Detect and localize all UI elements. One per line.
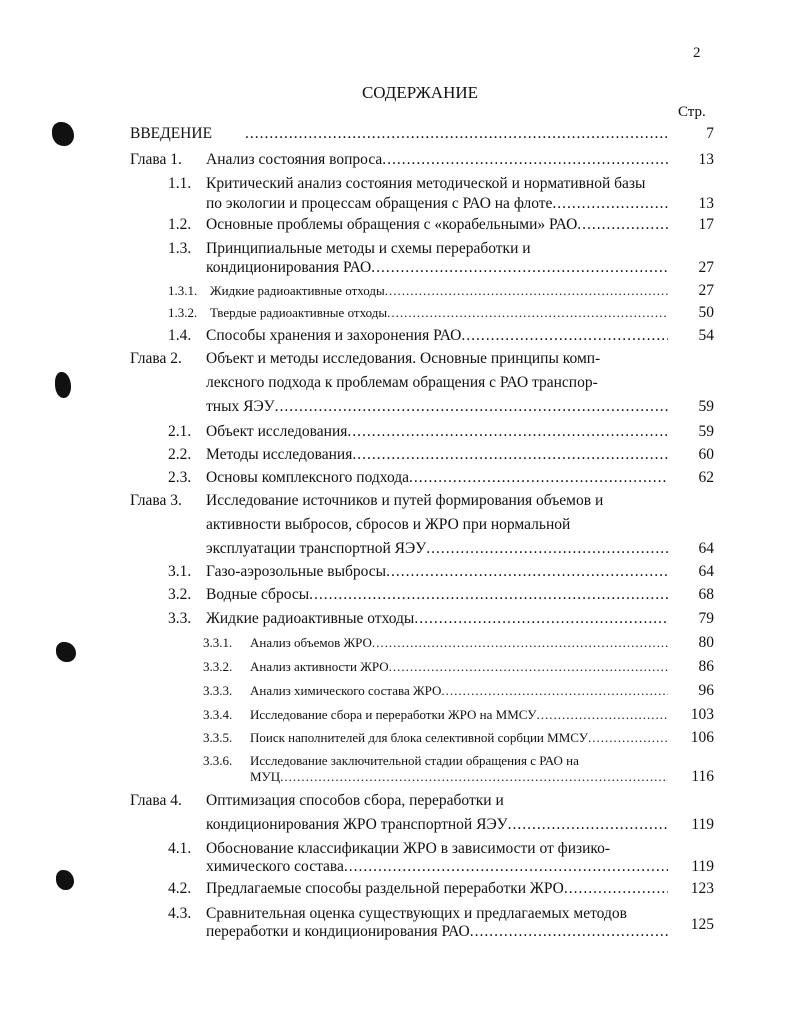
toc-page-number: 13 (698, 195, 714, 212)
dot-leader (352, 446, 668, 464)
toc-page-number: 64 (698, 540, 714, 557)
toc-entry-text: тных ЯЭУ (206, 398, 275, 415)
toc-entry-text-container (206, 923, 668, 941)
toc-entry-text: лексного подхода к проблемам обращения с РАО транспор- (206, 374, 598, 391)
toc-page-number: 62 (698, 469, 714, 486)
toc-entry-text: Принципиальные методы и схемы переработки и (206, 240, 531, 257)
toc-page-number: 106 (690, 729, 714, 746)
toc-page-number: 80 (698, 634, 714, 651)
toc-entry-text: Анализ состояния вопроса (206, 151, 383, 168)
page-number: 2 (693, 45, 701, 61)
toc-entry-text-container (206, 840, 610, 858)
page-title: СОДЕРЖАНИЕ (361, 83, 479, 102)
toc-entry-number: Глава 1. (130, 151, 182, 168)
scan-blot (56, 870, 74, 890)
toc-entry-text-container (250, 768, 668, 786)
toc-entry-text: Основные проблемы обращения с «корабельными» РАО (206, 216, 578, 233)
toc-entry-number: Глава 4. (130, 792, 182, 809)
dot-leader (441, 682, 668, 700)
toc-entry-number: 4.3. (168, 905, 192, 922)
toc-entry-text: Основы комплексного подхода (206, 469, 410, 486)
toc-entry-text: Исследование заключительной стадии обращения с РАО на (250, 753, 579, 768)
toc-entry-text: по экологии и процессам обращения с РАО на флоте (206, 195, 553, 212)
toc-page-number: 123 (690, 880, 714, 897)
toc-entry-text-container (206, 398, 668, 416)
dot-leader (309, 586, 668, 604)
toc-page-number: 103 (690, 706, 714, 723)
toc-entry-text: МУЦ (250, 769, 281, 784)
toc-entry-number: 2.1. (168, 423, 192, 440)
toc-page-number: 50 (698, 304, 714, 321)
toc-entry-text: активности выбросов, сбросов и ЖРО при нормальной (206, 516, 571, 533)
toc-page-number: 54 (698, 327, 714, 344)
toc-entry-number: 3.3.3. (203, 683, 233, 698)
toc-entry-text-container (206, 195, 668, 213)
toc-entry-text-container (206, 563, 668, 581)
dot-leader (508, 816, 668, 834)
toc-entry-text: Предлагаемые способы раздельной переработки ЖРО (206, 880, 564, 897)
toc-entry-text-container (250, 658, 668, 676)
toc-entry-text: Исследование сбора и переработки ЖРО на ММСУ (250, 707, 537, 722)
toc-page-number: 64 (698, 563, 714, 580)
toc-entry-text: кондиционирования ЖРО транспортной ЯЭУ (206, 816, 508, 833)
toc-entry-text-container (206, 446, 668, 464)
toc-page-number: 96 (698, 682, 714, 699)
toc-entry-text: химического состава (206, 858, 344, 875)
toc-entry-text: Оптимизация способов сбора, переработки и (206, 792, 504, 809)
scan-blot (55, 372, 71, 398)
toc-entry-number: 3.3.5. (203, 730, 233, 745)
dot-leader (344, 858, 668, 876)
toc-entry-text-container (210, 304, 668, 322)
dot-leader (461, 327, 668, 345)
toc-page-number: 79 (698, 610, 714, 627)
toc-entry-text-container (250, 634, 668, 652)
toc-entry-text: Исследование источников и путей формирования объемов и (206, 492, 604, 509)
toc-entry-text: Поиск наполнителей для блока селективной сорбции ММСУ (250, 730, 588, 745)
dot-leader (414, 610, 668, 628)
dot-leader (385, 282, 668, 300)
dot-leader (372, 634, 668, 652)
toc-entry-text: переработки и кондиционирования РАО (206, 923, 470, 940)
toc-entry-text: Обоснование классификации ЖРО в зависимости от физико- (206, 840, 611, 857)
toc-page-number: 119 (691, 816, 714, 833)
toc-entry-text: Методы исследования (206, 446, 353, 463)
scan-blot (52, 122, 74, 146)
toc-entry-text-container (245, 125, 668, 143)
dot-leader (371, 259, 668, 277)
toc-entry-number: 2.2. (168, 446, 192, 463)
dot-leader (389, 658, 668, 676)
toc-entry-text: Жидкие радиоактивные отходы (210, 283, 385, 298)
dot-leader (426, 540, 668, 558)
toc-entry-text-container (206, 516, 570, 534)
toc-entry-number: 1.3.2. (168, 305, 198, 320)
dot-leader (552, 195, 668, 213)
toc-entry-number: 3.3.4. (203, 707, 233, 722)
dot-leader (387, 304, 668, 322)
dot-leader (470, 923, 668, 941)
toc-entry-number: Глава 2. (130, 350, 182, 367)
toc-entry-number: 4.2. (168, 880, 192, 897)
toc-entry-text-container (206, 905, 627, 923)
toc-entry-text-container (206, 175, 645, 193)
toc-page-number: 125 (690, 916, 714, 933)
toc-entry-number: 3.3.2. (203, 659, 233, 674)
toc-entry-number: Глава 3. (130, 492, 182, 509)
toc-entry-text-container (206, 792, 504, 810)
toc-entry-text: Объект исследования (206, 423, 348, 440)
toc-entry-text-container (206, 151, 668, 169)
toc-page-number: 119 (691, 858, 714, 875)
toc-entry-text-container (206, 610, 668, 628)
dot-leader (386, 563, 668, 581)
toc-entry-text: Объект и методы исследования. Основные принципы комп- (206, 350, 601, 367)
toc-entry-number: 4.1. (168, 840, 192, 857)
dot-leader (347, 423, 668, 441)
toc-entry-text-container (206, 492, 603, 510)
toc-entry-text: Водные сбросы (206, 586, 310, 603)
toc-entry-number: 1.4. (168, 327, 192, 344)
toc-entry-number: 3.3.1. (203, 635, 233, 650)
toc-entry-number: 2.3. (168, 469, 192, 486)
dot-leader (275, 398, 668, 416)
scan-blot (56, 642, 76, 662)
toc-entry-text-container (206, 216, 668, 234)
toc-entry-number: 3.2. (168, 586, 192, 603)
toc-entry-text-container (206, 586, 668, 604)
dot-leader (577, 216, 668, 234)
toc-entry-text-container (206, 259, 668, 277)
toc-entry-text-container (250, 729, 668, 747)
toc-entry-text: кондиционирования РАО (206, 259, 372, 276)
toc-page-number: 27 (698, 259, 714, 276)
toc-page-number: 68 (698, 586, 714, 603)
toc-entry-text-container (250, 706, 668, 724)
toc-entry-number: 3.1. (168, 563, 192, 580)
toc-entry-text: Анализ химического состава ЖРО (250, 683, 442, 698)
toc-entry-text-container (206, 350, 600, 368)
toc-entry-text: Способы хранения и захоронения РАО (206, 327, 462, 344)
toc-entry-text-container (206, 240, 531, 258)
toc-entry-text-container (206, 469, 668, 487)
toc-entry-number: 1.3.1. (168, 283, 198, 298)
toc-entry-text: Анализ активности ЖРО (250, 659, 389, 674)
toc-page-number: 13 (698, 151, 714, 168)
dot-leader (409, 469, 668, 487)
toc-entry-text-container (206, 858, 668, 876)
toc-page-number: 17 (698, 216, 714, 233)
toc-entry-text: Твердые радиоактивные отходы (210, 305, 388, 320)
toc-page-number: 59 (698, 398, 714, 415)
toc-entry-text-container (210, 282, 668, 300)
toc-entry-number: 3.3. (168, 610, 192, 627)
toc-entry-text-container (250, 682, 668, 700)
page-column-label: Стр. (678, 104, 706, 120)
dot-leader (382, 151, 668, 169)
toc-entry-text-container (206, 816, 668, 834)
toc-entry-text: Газо-аэрозольные выбросы (206, 563, 387, 580)
dot-leader (245, 125, 668, 143)
toc-entry-text-container (206, 540, 668, 558)
toc-page-number: 27 (698, 282, 714, 299)
toc-entry-text: Сравнительная оценка существующих и предлагаемых методов (206, 905, 627, 922)
toc-entry-text-container (206, 374, 598, 392)
toc-entry-number: 1.3. (168, 240, 192, 257)
toc-page-number: 59 (698, 423, 714, 440)
toc-page-number: 86 (698, 658, 714, 675)
toc-entry-text-container (206, 327, 668, 345)
toc-entry-number: 1.1. (168, 175, 192, 192)
toc-entry-number: 1.2. (168, 216, 192, 233)
toc-entry-title: ВВЕДЕНИЕ (130, 125, 213, 142)
toc-page-number: 60 (698, 446, 714, 463)
toc-entry-text: Жидкие радиоактивные отходы (206, 610, 415, 627)
toc-entry-text-container (206, 880, 668, 898)
toc-entry-text: эксплуатации транспортной ЯЭУ (206, 540, 427, 557)
dot-leader (564, 880, 668, 898)
toc-entry-text: Критический анализ состояния методической и нормативной базы (206, 175, 646, 192)
toc-entry-number: 3.3.6. (203, 753, 233, 768)
dot-leader (588, 729, 668, 747)
dot-leader (536, 706, 668, 724)
toc-page-number: 116 (691, 768, 714, 785)
dot-leader (280, 768, 668, 786)
toc-entry-text-container (206, 423, 668, 441)
toc-page-number: 7 (706, 125, 714, 142)
toc-entry-text: Анализ объемов ЖРО (250, 635, 372, 650)
